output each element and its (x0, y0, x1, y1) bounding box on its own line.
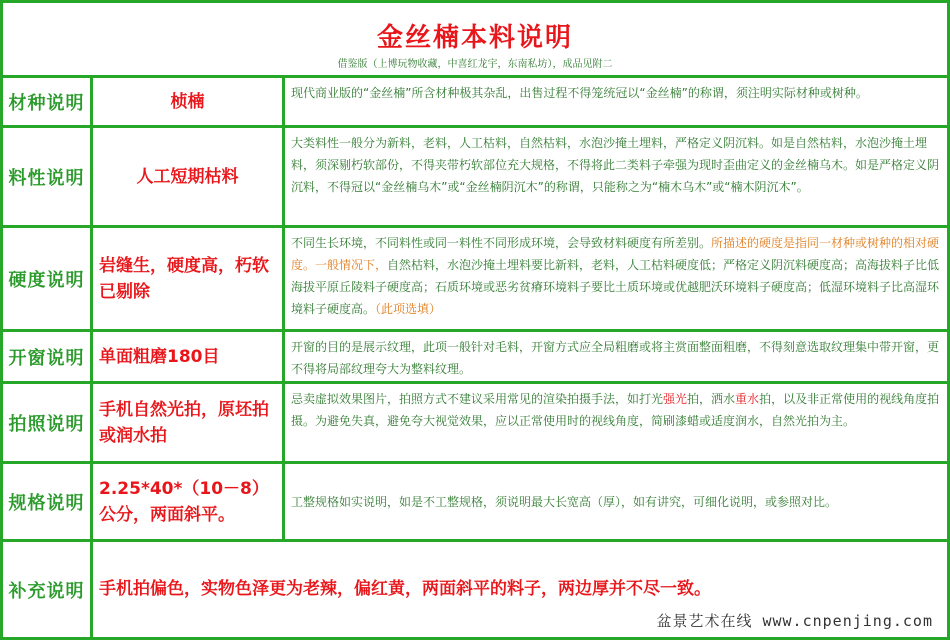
desc-text: 忌卖虚拟效果图片，拍照方式不建议采用常见的渲染拍摄手法，如打光 (291, 392, 664, 406)
row-value: 桢楠 (93, 78, 285, 125)
row-label: 料性说明 (3, 128, 93, 225)
row-description (285, 384, 947, 461)
desc-highlight: 强光 (663, 392, 688, 406)
row-value: 单面粗磨180目 (93, 332, 285, 381)
row-description: 工整规格如实说明，如是不工整规格，须说明最大长宽高（厚），如有讲究，可细化说明，或参照对比。 (291, 494, 838, 509)
row-species (3, 78, 947, 128)
row-description (285, 228, 947, 329)
row-window-cut (3, 332, 947, 384)
row-material-nature (3, 128, 947, 228)
desc-text: 自然枯料，水泡沙掩土埋料要比新料，老料，人工枯料硬度低；严格定义阴沉料硬度高；高海拔料子比低海拔平原丘陵料子硬度高；石质环境或恶劣贫瘠环境料子要比土质环境或优越肥沃环境料子硬度高；低湿环境料子比高湿环境料子硬度高。 (291, 258, 940, 316)
row-label: 规格说明 (3, 464, 93, 539)
row-photography (3, 384, 947, 464)
row-description: 大类料性一般分为新料，老料，人工枯料，自然枯料，水泡沙掩土埋料，严格定义阴沉料。如是自然枯料，水泡沙掩土埋料，须深剔朽软部份，不得夹带朽软部位充大规格，不得将此二类料子牵强为现时歪曲定义的金丝楠乌木。如是严格定义阴沉料，不得冠以“金丝楠乌木”或“金丝楠阴沉木”的称谓，只能称之为“楠木乌木”或“楠木阴沉木”。 (291, 136, 940, 194)
row-supplement (3, 542, 947, 637)
site-watermark: 盆景艺术在线 www.cnpenjing.com (656, 612, 933, 630)
row-value: 人工短期枯料 (93, 128, 285, 225)
desc-highlight: 所描述的硬度是指同一材种或树种的相对硬度。一般情况下， (291, 236, 940, 272)
row-value: 手机自然光拍，原坯拍或润水拍 (93, 384, 285, 461)
page-subtitle: 借鉴版（上博玩物收藏，中喜红龙宇，东南私坊），成品见附二 (337, 59, 613, 70)
row-description: 现代商业版的“金丝楠”所含材种极其杂乱，出售过程不得笼统冠以“金丝楠”的称谓，须注明实际材种或树种。 (291, 86, 868, 100)
desc-highlight: 重水 (735, 392, 760, 406)
desc-optional-note: （此项选填） (375, 302, 442, 316)
desc-text: 拍，以及非正常使用的视线角度拍摄。为避免失真，避免夸大视觉效果，应以正常使用时的视线角度，简刷漆蜡或适度润水，自然光拍为主。 (291, 392, 940, 428)
row-label: 开窗说明 (3, 332, 93, 381)
row-dimensions (3, 464, 947, 542)
row-label: 硬度说明 (3, 228, 93, 329)
desc-text: 不同生长环境，不同料性或同一料性不同形成环境，会导致材料硬度有所差别。 (291, 236, 712, 250)
sheet-header (3, 3, 947, 78)
row-label: 材种说明 (3, 78, 93, 125)
row-label: 补充说明 (3, 542, 93, 637)
supplement-text: 手机拍偏色，实物色泽更为老辣，偏红黄，两面斜平的料子，两边厚并不尽一致。 (99, 579, 711, 599)
row-description: 开窗的目的是展示纹理，此项一般针对毛料，开窗方式应全局粗磨或将主赏面整面粗磨，不得刻意选取纹理集中带开窗，更不得将局部纹理夸大为整料纹理。 (291, 340, 940, 376)
row-value: 2.25*40*（10－8）公分，两面斜平。 (93, 464, 285, 539)
row-hardness (3, 228, 947, 332)
page-title: 金丝楠本料说明 (376, 23, 573, 53)
row-value: 岩缝生，硬度高，朽软已剔除 (93, 228, 285, 329)
row-label: 拍照说明 (3, 384, 93, 461)
desc-text: 拍，洒水 (687, 392, 736, 406)
